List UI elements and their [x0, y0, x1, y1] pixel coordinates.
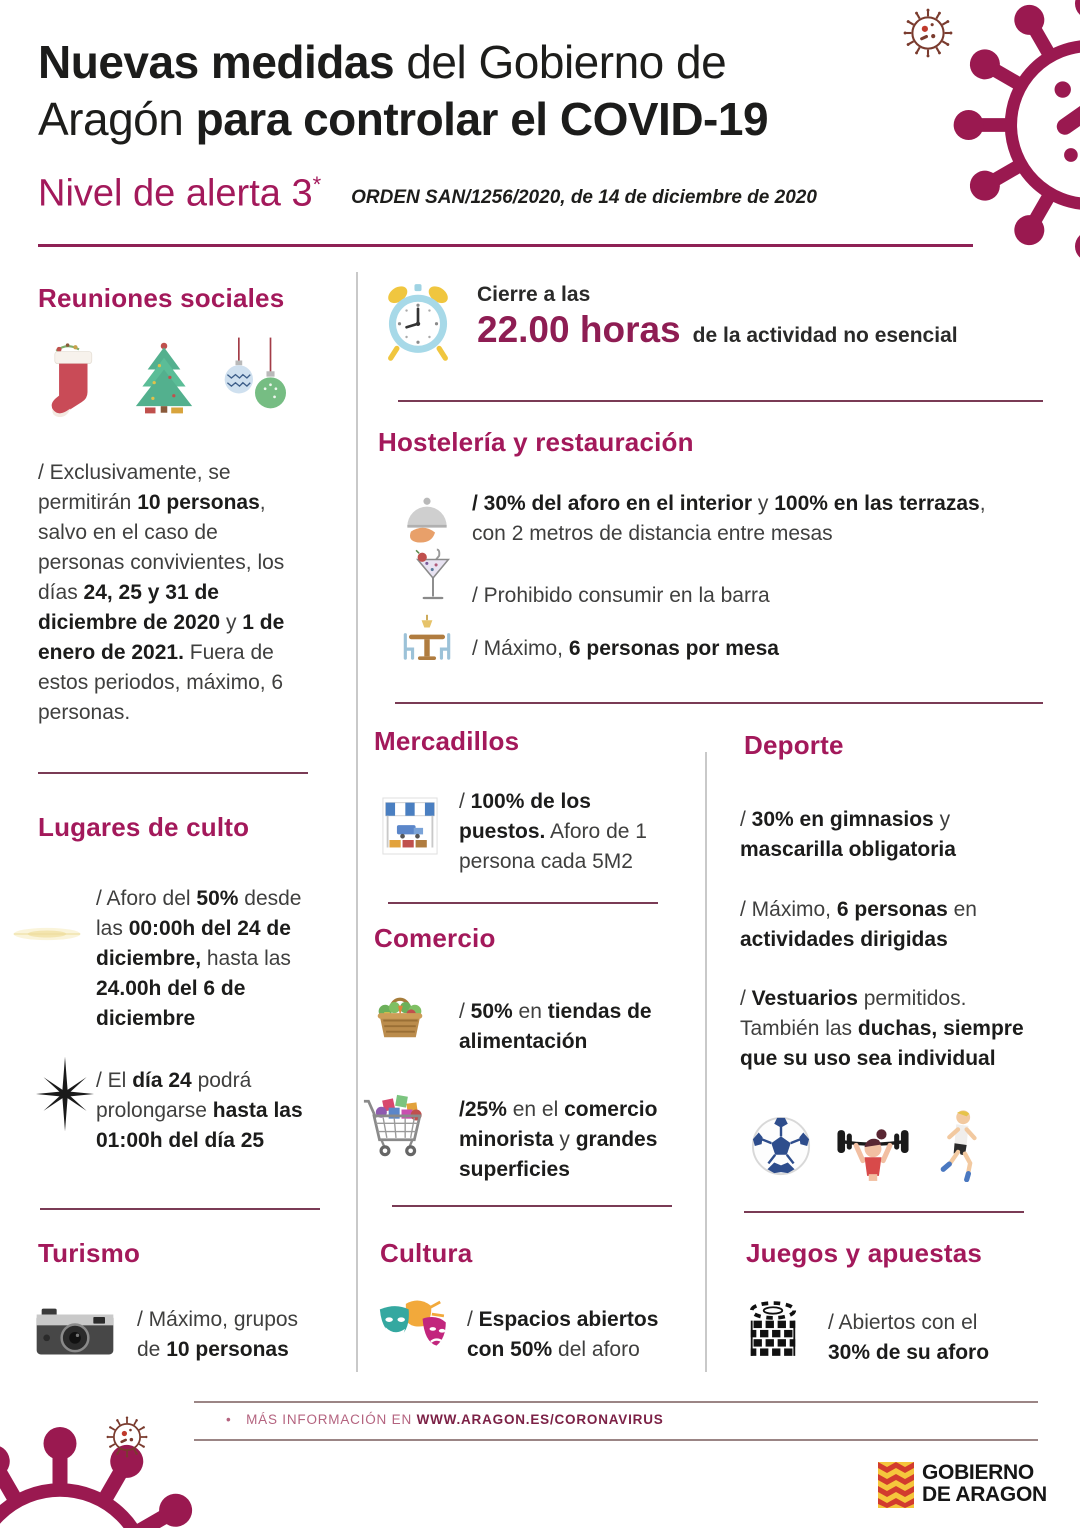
- virus-icon-small: [903, 8, 953, 58]
- mercadillos-body: / 100% de los puestos. Aforo de 1 persona cada 5M2: [459, 790, 647, 873]
- closure-line2: [477, 309, 958, 351]
- footer-rule-top: [194, 1401, 1038, 1403]
- comercio-item-2: /25% en el comercio minorista y grandes superficies: [459, 1098, 658, 1181]
- column-divider-right: [705, 752, 707, 1372]
- aragon-flag-logo: [878, 1462, 914, 1508]
- hosteleria-item-3: / Máximo, 6 personas por mesa: [472, 637, 779, 660]
- cultura-body: / Espacios abiertos con 50% del aforo: [467, 1308, 659, 1361]
- page-title-line2: Aragón para controlar el COVID-19: [38, 93, 769, 145]
- serving-cloche-icon: [402, 492, 452, 548]
- footer-info: [226, 1412, 664, 1427]
- gobierno-aragon-logo: [878, 1462, 1047, 1508]
- deporte-divider: [744, 1211, 1024, 1213]
- mercadillos-divider: [388, 902, 658, 904]
- footer-info-url: WWW.ARAGON.ES/CORONAVIRUS: [416, 1412, 664, 1427]
- turismo-body: / Máximo, grupos de 10 personas: [137, 1308, 299, 1361]
- soccer-ball-icon: [750, 1115, 812, 1177]
- theater-masks-icon: [378, 1298, 456, 1358]
- alert-row: [38, 172, 817, 216]
- market-stall-icon: [382, 797, 438, 855]
- lugares-divider: [40, 1208, 320, 1210]
- christmas-stocking-icon: [42, 332, 106, 428]
- lugares-item-1: / Aforo del 50% desde las 00:00h del 24 de diciembre, hasta las 24.00h del 6 de diciembre: [96, 887, 302, 1030]
- section-title-juegos: Juegos y apuestas: [746, 1238, 983, 1268]
- header-rule: [38, 244, 973, 247]
- page-title-line1: Nuevas medidas del Gobierno de: [38, 36, 727, 88]
- camera-icon: [35, 1306, 115, 1358]
- virus-icon-large: [940, 0, 1080, 275]
- section-title-turismo: Turismo: [38, 1238, 141, 1268]
- food-basket-icon: [374, 988, 426, 1042]
- comercio-divider: [392, 1205, 672, 1207]
- deporte-item-3: / Vestuarios permitidos. También las duchas, siempre que su uso sea individual: [740, 987, 1024, 1070]
- hosteleria-divider: [395, 702, 1043, 704]
- section-title-deporte: Deporte: [744, 730, 844, 760]
- table-chairs-icon: [398, 613, 456, 669]
- deporte-item-2: / Máximo, 6 personas en actividades dirigidas: [740, 898, 977, 951]
- closure-notice: [477, 283, 958, 351]
- page-title: [38, 34, 958, 148]
- alert-asterisk: *: [312, 172, 322, 197]
- christmas-tree-icon: [128, 330, 200, 430]
- reuniones-divider: [38, 772, 308, 774]
- order-reference: ORDEN SAN/1256/2020, de 14 de diciembre de 2020: [351, 186, 817, 208]
- section-title-hosteleria: Hostelería y restauración: [378, 427, 694, 457]
- logo-line1: GOBIERNO: [922, 1461, 1034, 1484]
- alert-level: Nivel de alerta 3*: [38, 172, 322, 215]
- poker-chips-icon: [748, 1298, 798, 1360]
- section-title-mercadillos: Mercadillos: [374, 726, 520, 756]
- juegos-body: / Abiertos con el 30% de su aforo: [828, 1311, 990, 1364]
- logo-line2: DE ARAGON: [922, 1483, 1047, 1506]
- star-icon: [36, 1054, 94, 1134]
- column-divider-left: [356, 272, 358, 1372]
- shopping-cart-icon: [363, 1091, 429, 1161]
- closure-tail: de la actividad no esencial: [692, 324, 958, 347]
- alarm-clock-icon: [381, 281, 455, 363]
- deporte-item-1: / 30% en gimnasios y mascarilla obligatoria: [740, 808, 956, 861]
- section-title-comercio: Comercio: [374, 923, 496, 953]
- running-icon: [932, 1108, 984, 1182]
- closure-intro: Cierre a las: [477, 283, 591, 306]
- glow-icon: [12, 920, 82, 948]
- closure-divider: [398, 400, 1043, 402]
- closure-time: 22.00 horas: [477, 309, 681, 350]
- section-title-cultura: Cultura: [380, 1238, 473, 1268]
- virus-icon-small-bottom: [106, 1416, 148, 1458]
- comercio-item-1: / 50% en tiendas de alimentación: [459, 1000, 652, 1053]
- weightlifting-icon: [833, 1120, 913, 1186]
- reuniones-body: / Exclusivamente, se permitirán 10 personas, salvo en el caso de personas convivientes, los días 24, 25 y 31 de diciembre de 2020 y 1 de enero de 2021. Fuera de estos periodos, máximo, 6 personas.: [38, 461, 285, 724]
- cocktail-icon: [413, 546, 453, 610]
- logo-text: [922, 1462, 1047, 1506]
- footer-bullet: •: [226, 1412, 232, 1427]
- hosteleria-item-2: / Prohibido consumir en la barra: [472, 584, 770, 607]
- hosteleria-item-1: / 30% del aforo en el interior y 100% en las terrazas, con 2 metros de distancia entre mesas: [472, 492, 986, 545]
- ornaments-icon: [222, 328, 286, 428]
- lugares-item-2: / El día 24 podrá prolongarse hasta las 01:00h del día 25: [96, 1069, 303, 1152]
- section-title-reuniones: Reuniones sociales: [38, 283, 285, 313]
- footer-info-prefix: MÁS INFORMACIÓN EN: [246, 1412, 417, 1427]
- footer-rule-bottom: [194, 1439, 1038, 1441]
- section-title-lugares: Lugares de culto: [38, 812, 250, 842]
